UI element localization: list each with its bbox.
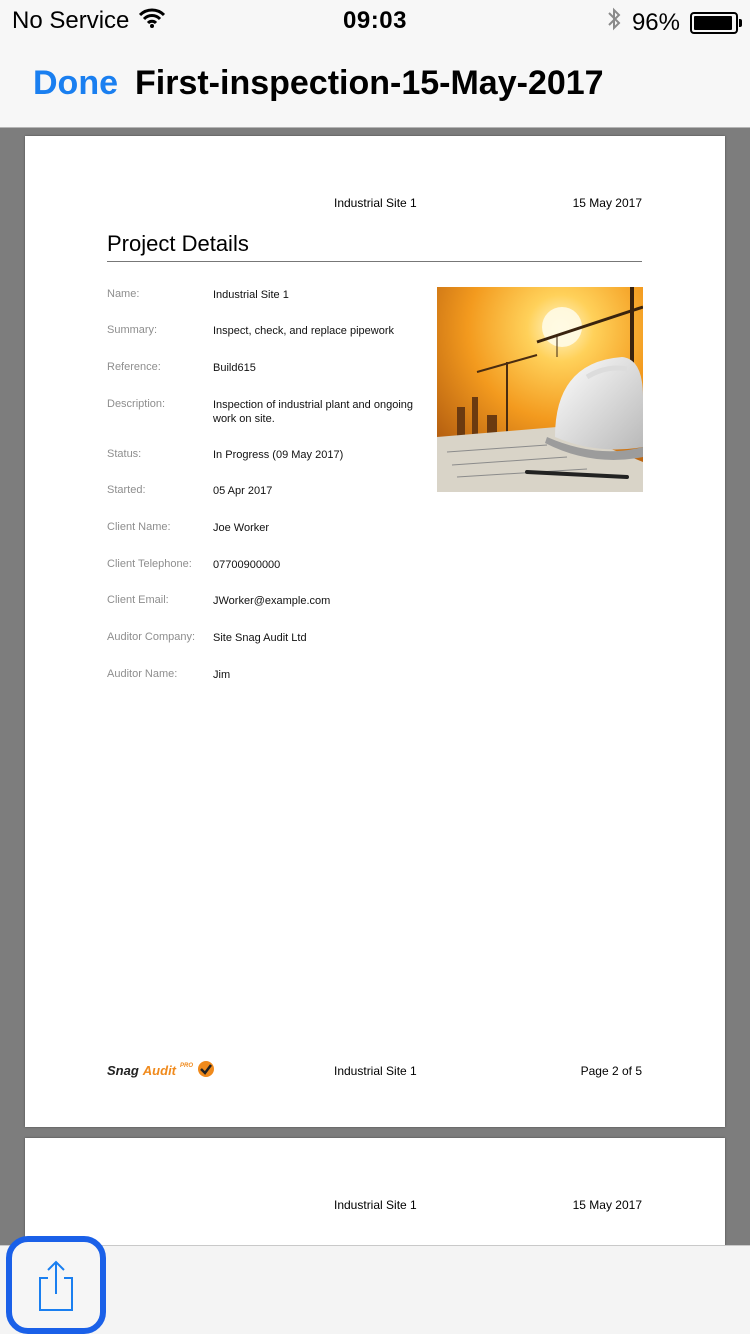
project-photo: [437, 287, 643, 492]
detail-row-status: [107, 448, 413, 462]
detail-row-client-telephone: [107, 558, 413, 572]
detail-label: Summary:: [107, 324, 158, 336]
bottom-toolbar: [0, 1245, 750, 1334]
battery-icon: [690, 12, 738, 34]
detail-value: In Progress (09 May 2017): [213, 449, 344, 461]
detail-row-client-name: [107, 521, 413, 535]
clock: 09:03: [343, 7, 407, 34]
detail-value: Site Snag Audit Ltd: [213, 632, 307, 644]
detail-row-description: [107, 398, 413, 426]
battery-percent: 96%: [631, 8, 680, 36]
share-icon: [32, 1260, 80, 1312]
detail-label: Auditor Company:: [107, 631, 196, 643]
detail-label: Name:: [107, 288, 140, 300]
snagaudit-logo: [107, 1060, 215, 1081]
detail-label: Client Telephone:: [107, 558, 192, 570]
detail-label: Client Email:: [107, 594, 169, 606]
share-button[interactable]: [6, 1236, 106, 1334]
detail-value: Jim: [213, 669, 231, 681]
detail-row-started: [107, 484, 413, 498]
page-footer-site: Industrial Site 1: [334, 1064, 417, 1078]
detail-row-reference: [107, 361, 413, 375]
detail-value: Joe Worker: [213, 522, 270, 534]
detail-row-name: [107, 288, 413, 302]
logo-snag-text: Snag: [107, 1063, 139, 1078]
detail-label: Reference:: [107, 361, 161, 373]
bluetooth-icon: [606, 7, 622, 38]
detail-value: 05 Apr 2017: [213, 485, 273, 497]
detail-value: Build615: [213, 362, 256, 374]
detail-row-auditor-name: [107, 668, 413, 682]
logo-mark-icon: [197, 1060, 215, 1081]
logo-pro-text: PRO: [180, 1062, 194, 1069]
page-number: Page 2 of 5: [580, 1064, 642, 1078]
detail-value: Inspect, check, and replace pipework: [213, 325, 394, 337]
detail-label: Started:: [107, 484, 146, 496]
detail-value: Industrial Site 1: [213, 289, 289, 301]
detail-value: 07700900000: [213, 559, 281, 571]
document-title: First-inspection-15-May-2017: [135, 64, 604, 102]
section-title: Project Details: [107, 231, 249, 256]
detail-value: JWorker@example.com: [213, 595, 331, 607]
detail-label: Status:: [107, 448, 142, 460]
carrier-label: No Service: [12, 7, 130, 34]
status-right: [606, 7, 738, 38]
page-header-site: Industrial Site 1: [334, 1198, 417, 1212]
battery-fill: [694, 16, 732, 30]
page-header-date: 15 May 2017: [572, 1198, 642, 1212]
detail-row-auditor-company: [107, 631, 413, 645]
page-header-site: Industrial Site 1: [334, 196, 417, 210]
detail-label: Auditor Name:: [107, 668, 178, 680]
status-bar: [0, 0, 750, 40]
page-header-date: 15 May 2017: [572, 196, 642, 210]
detail-value: Inspection of industrial plant and ongoing work on site.: [213, 399, 413, 425]
detail-label: Description:: [107, 398, 166, 410]
navigation-bar: [0, 40, 750, 128]
detail-row-client-email: [107, 594, 413, 608]
detail-label: Client Name:: [107, 521, 171, 533]
document-page: [25, 136, 725, 1127]
done-button[interactable]: Done: [33, 64, 118, 102]
detail-row-summary: [107, 324, 413, 338]
logo-audit-text: Audit: [142, 1063, 177, 1078]
section-divider: [107, 261, 642, 262]
